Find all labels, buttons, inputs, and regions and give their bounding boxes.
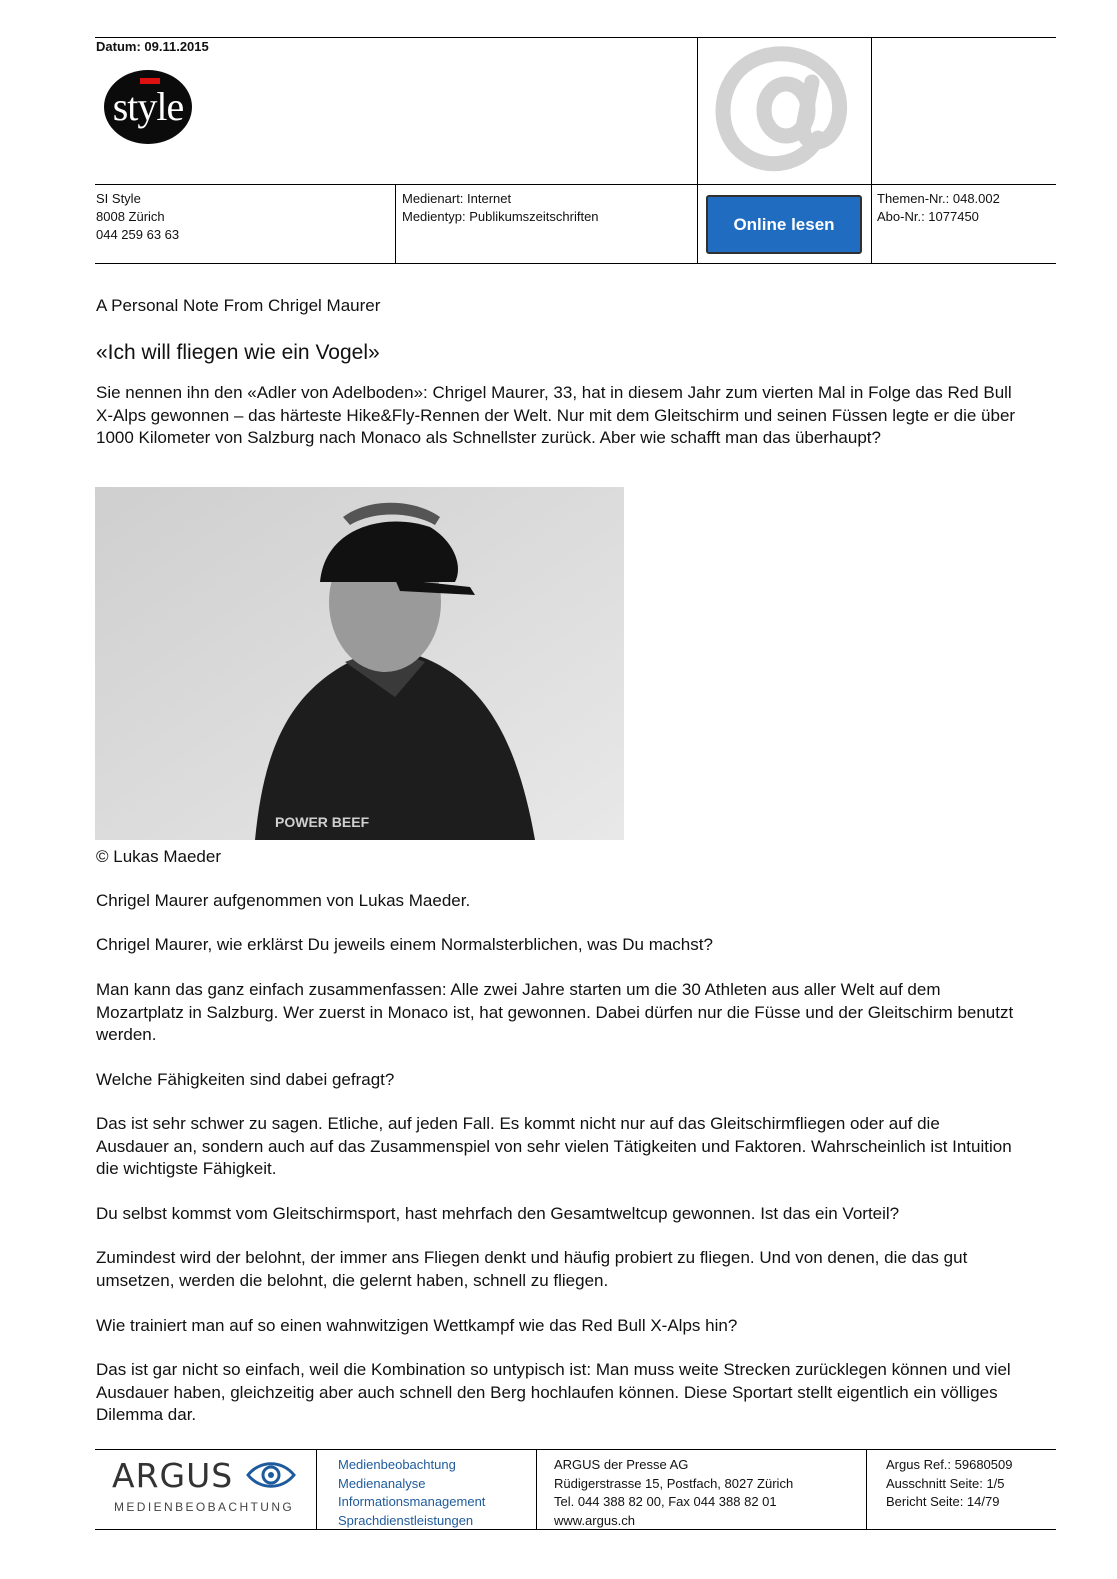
service-item: Informationsmanagement — [338, 1494, 486, 1509]
logo-red-tag — [140, 78, 160, 84]
style-logo — [104, 70, 192, 144]
question-4: Wie trainiert man auf so einen wahnwitzigen Wettkampf wie das Red Bull X-Alps hin? — [96, 1316, 738, 1335]
article-photo — [95, 487, 624, 840]
service-item: Medienanalyse — [338, 1475, 426, 1491]
footer-divider-1 — [316, 1449, 317, 1529]
header-mid-rule — [95, 184, 1056, 185]
ids-block — [877, 190, 1000, 226]
services-list — [338, 1456, 485, 1530]
header-divider-at — [697, 37, 698, 264]
answer-2: Das ist sehr schwer zu sagen. Etliche, auf jeden Fall. Es kommt nicht nur auf das Gleitschirmfliegen oder auf die Ausdauer an, sondern auch auf das Zusammenspiel von sehr vielen Tätigkeiten und Faktoren. Wahrscheinlich ist Intuition die wichtigste Fähigkeit. — [96, 1114, 1012, 1178]
company-name: ARGUS der Presse AG — [554, 1457, 689, 1472]
photo-caption: Chrigel Maurer aufgenommen von Lukas Maeder. — [96, 891, 471, 910]
document-date: Datum: 09.11.2015 — [96, 39, 209, 54]
answer-4: Das ist gar nicht so einfach, weil die Kombination so untypisch ist: Man muss weite Strecken zurücklegen können und viel Ausdauer haben, gleichzeitig aber auch schnell den Berg hochlaufen können. Diese Sportart stellt eigentlich ein völliges Dilemma dar. — [96, 1360, 1011, 1424]
argus-address — [554, 1456, 793, 1530]
publisher-block — [96, 190, 179, 244]
logo-text: style — [112, 84, 184, 129]
at-sign-icon — [706, 42, 856, 182]
question-1: Chrigel Maurer, wie erklärst Du jeweils einem Normalsterblichen, was Du machst? — [96, 935, 713, 954]
article-intro: Sie nennen ihn den «Adler von Adelboden»: Chrigel Maurer, 33, hat in diesem Jahr zum vierten Mal in Folge das Red Bull X-Alps gewonnen – das härteste Hike&Fly-Rennen der Welt. Nur mit dem Gleitschirm und seinen Füssen legte er die über 1000 Kilometer von Salzburg nach Monaco als Schnellster zurück. Aber wie schafft man das überhaupt? — [96, 383, 1016, 447]
eye-icon — [246, 1458, 296, 1492]
portrait-illustration — [95, 487, 624, 840]
publisher-city: 8008 Zürich — [96, 209, 165, 224]
ausschnitt-seite: Ausschnitt Seite: 1/5 — [886, 1475, 1005, 1491]
argus-subtitle: MEDIENBEOBACHTUNG — [114, 1500, 295, 1514]
photo-credit: © Lukas Maeder — [96, 847, 221, 866]
online-read-button[interactable]: Online lesen — [706, 195, 862, 254]
media-type: Medienart: Internet — [402, 191, 512, 206]
website-link[interactable]: www.argus.ch — [554, 1512, 635, 1528]
footer-divider-2 — [536, 1449, 537, 1529]
question-3: Du selbst kommst vom Gleitschirmsport, hast mehrfach den Gesamtweltcup gewonnen. Ist das ein Vorteil? — [96, 1204, 900, 1223]
article-headline: «Ich will fliegen wie ein Vogel» — [96, 341, 380, 364]
argus-word: ARGUS — [112, 1456, 234, 1495]
answer-1: Man kann das ganz einfach zusammenfassen: Alle zwei Jahre starten um die 30 Athleten aus aller Welt auf dem Mozartplatz in Salzburg. Wer zuerst in Monaco ist, hat gewonnen. Dabei dürfen nur die Füsse und der Gleitschirm benutzt werden. — [96, 980, 1014, 1044]
article-kicker: A Personal Note From Chrigel Maurer — [96, 296, 381, 315]
media-block — [402, 190, 599, 226]
bericht-seite: Bericht Seite: 14/79 — [886, 1494, 1000, 1509]
header-bottom-rule — [95, 263, 1056, 264]
header-divider-media — [395, 184, 396, 264]
abo-nr: Abo-Nr.: 1077450 — [877, 209, 979, 224]
publisher-phone: 044 259 63 63 — [96, 227, 180, 242]
photo-jacket-text: POWER BEEF — [275, 814, 370, 830]
argus-refs — [886, 1456, 1012, 1512]
publisher-name: SI Style — [96, 191, 141, 206]
argus-ref: Argus Ref.: 59680509 — [886, 1457, 1013, 1472]
phone-fax: Tel. 044 388 82 00, Fax 044 388 82 01 — [554, 1494, 777, 1509]
footer-top-rule — [95, 1449, 1056, 1450]
header-top-rule — [95, 37, 1056, 38]
service-item: Medienbeobachtung — [338, 1457, 456, 1472]
service-item: Sprachdienstleistungen — [338, 1512, 474, 1528]
street-address: Rüdigerstrasse 15, Postfach, 8027 Zürich — [554, 1475, 794, 1491]
question-2: Welche Fähigkeiten sind dabei gefragt? — [96, 1070, 395, 1089]
footer-divider-3 — [866, 1449, 867, 1529]
themen-nr: Themen-Nr.: 048.002 — [877, 191, 1000, 206]
argus-logo — [112, 1456, 302, 1520]
media-category: Medientyp: Publikumszeitschriften — [402, 209, 599, 224]
answer-3: Zumindest wird der belohnt, der immer ans Fliegen denkt und häufig probiert zu fliegen. Und von denen, die das gut umsetzen, werden die belohnt, die gelernt haben, schnell zu fliegen. — [96, 1248, 968, 1290]
header-divider-ids — [871, 37, 872, 264]
